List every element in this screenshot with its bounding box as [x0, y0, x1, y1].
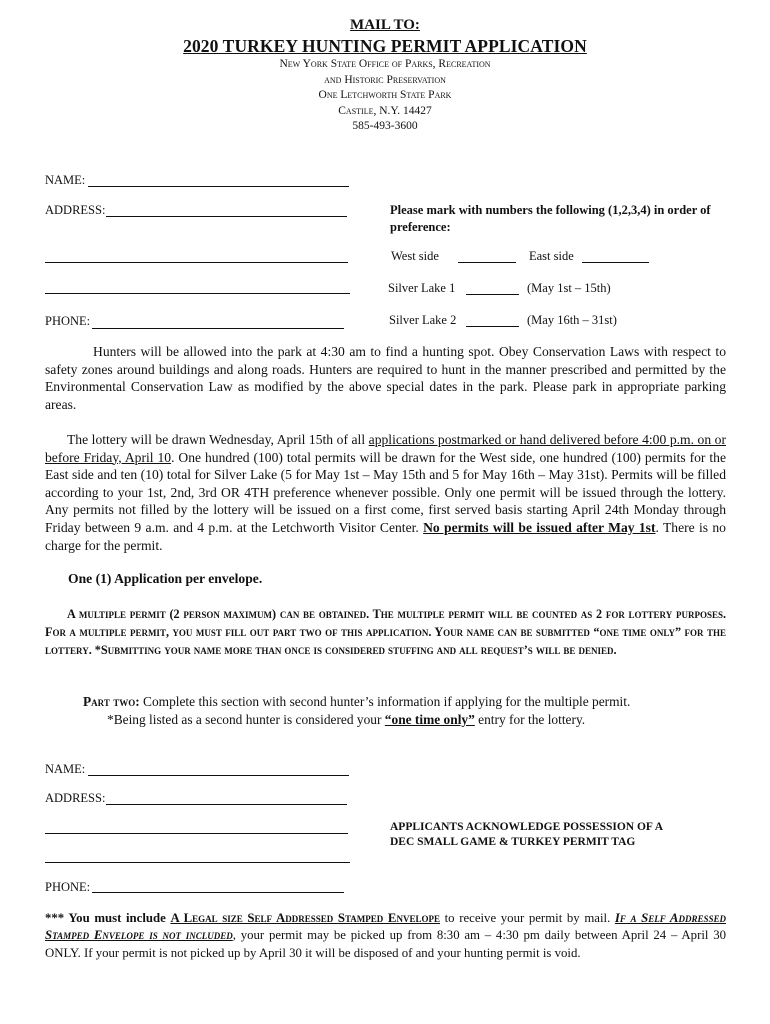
west-side-field[interactable]	[458, 262, 516, 263]
multiple-permit-paragraph: A multiple permit (2 person maximum) can be obtained. The multiple permit will be counted as 2 for lottery purposes. For a multiple permit, you must fill out part two of this application. Your name can be submitted “one time only” for the lottery. *Submitting your name more than once is considered stuffing and all request’s will be denied.	[45, 607, 726, 657]
name-label: NAME:	[45, 173, 86, 187]
mail-to-heading: MAIL TO:	[350, 17, 420, 33]
rules-paragraph: Hunters will be allowed into the park at 4:30 am to find a hunting spot. Obey Conservation Laws with respect to safety zones around buildings and along roads. Hunters are required to hunt in the manner prescribed and permitted by the Environmental Conservation Law as modified by the above special dates in the park. Please park in appropriate parking areas.	[45, 344, 726, 412]
address-2-field-line-1[interactable]	[106, 804, 347, 805]
envelope-note-e: , your permit may be picked up from 8:30 am – 4:30 pm daily between April 24 – April 30 ONLY. If your permit is not picked up by April 30 it will be disposed of and your hunting permit is void.	[45, 928, 727, 960]
silver-lake-1-label: Silver Lake 1	[388, 281, 456, 295]
street-line: One Letchworth State Park	[318, 89, 452, 102]
acknowledgement	[390, 820, 720, 850]
lottery-text-a: The lottery will be drawn Wednesday, April 15th of all	[67, 432, 369, 447]
agency-line-2: and Historic Preservation	[324, 73, 446, 86]
one-application-note: One (1) Application per envelope.	[68, 571, 263, 586]
acknowledgement-line-1: APPLICANTS ACKNOWLEDGE POSSESSION OF A	[390, 821, 664, 833]
address-field-line-3[interactable]	[45, 293, 350, 294]
no-permits-after: No permits will be issued after May 1st	[423, 519, 656, 535]
lottery-paragraph	[45, 431, 726, 554]
part-two-instructions	[83, 693, 733, 729]
preference-heading: Please mark with numbers the following (1,2,3,4) in order of preference:	[390, 203, 711, 234]
part-two-note-a: *Being listed as a second hunter is considered your	[107, 712, 385, 727]
part-two-note-c: entry for the lottery.	[474, 712, 586, 727]
part-two-note-b: “one time only”	[384, 712, 475, 727]
address-field-line-1[interactable]	[106, 216, 347, 217]
envelope-not-included: If a Self Addressed Stamped Envelope is not included	[45, 911, 726, 943]
mailing-address	[0, 57, 770, 135]
name-2-label: NAME:	[45, 762, 86, 776]
phone-line: 585-493-3600	[352, 120, 418, 133]
silver-lake-1-field[interactable]	[466, 294, 519, 295]
address-2-field-line-2[interactable]	[45, 833, 348, 834]
east-side-label: East side	[529, 249, 574, 263]
envelope-note	[45, 910, 726, 962]
city-line: Castile, N.Y. 14427	[338, 104, 432, 117]
phone-field[interactable]	[92, 328, 344, 329]
acknowledgement-line-2: DEC SMALL GAME & TURKEY PERMIT TAG	[390, 836, 636, 848]
silver-lake-1-dates: (May 1st – 15th)	[527, 281, 611, 295]
silver-lake-2-dates: (May 16th – 31st)	[527, 313, 617, 327]
address-2-label: ADDRESS:	[45, 791, 106, 805]
phone-2-label: PHONE:	[45, 880, 91, 894]
name-2-field[interactable]	[88, 775, 349, 776]
name-field[interactable]	[88, 186, 349, 187]
address-2-field-line-3[interactable]	[45, 862, 350, 863]
west-side-label: West side	[391, 249, 439, 263]
address-label: ADDRESS:	[45, 203, 106, 217]
envelope-requirement: A Legal size Self Addressed Stamped Envelope	[170, 911, 440, 925]
east-side-field[interactable]	[582, 262, 649, 263]
part-two-label: Part two:	[83, 694, 140, 709]
lottery-text-c: . There is no charge for the permit.	[45, 519, 726, 553]
lottery-text-b: . One hundred (100) total permits will be drawn for the West side, one hundred (100) permits for the East side and ten (10) total for Silver Lake (5 for May 1st – May 15th and 5 for May 16th – May 31st). Permits will be filled according to your 1st, 2nd, 3rd OR 4TH preference whenever possible. Only one permit will be issued through the lottery. Any permits not filled by the lottery will be issued on a first come, first served basis starting April 24th Monday through Friday between 9 a.m. and 4 p.m. at the Letchworth Visitor Center.	[45, 449, 726, 535]
part-two-text: Complete this section with second hunter’s information if applying for the multiple permit.	[139, 694, 631, 709]
envelope-note-a: *** You must include	[45, 911, 171, 925]
phone-2-field[interactable]	[92, 892, 344, 893]
page-title: 2020 TURKEY HUNTING PERMIT APPLICATION	[183, 36, 587, 56]
lottery-deadline: applications postmarked or hand delivered before 4:00 p.m. on or before Friday, April 10	[45, 432, 726, 465]
address-field-line-2[interactable]	[45, 262, 348, 263]
agency-line-1: New York State Office of Parks, Recreation	[279, 58, 491, 70]
silver-lake-2-label: Silver Lake 2	[389, 313, 457, 327]
envelope-note-c: to receive your permit by mail.	[439, 911, 615, 925]
phone-label: PHONE:	[45, 314, 91, 328]
silver-lake-2-field[interactable]	[466, 326, 519, 327]
